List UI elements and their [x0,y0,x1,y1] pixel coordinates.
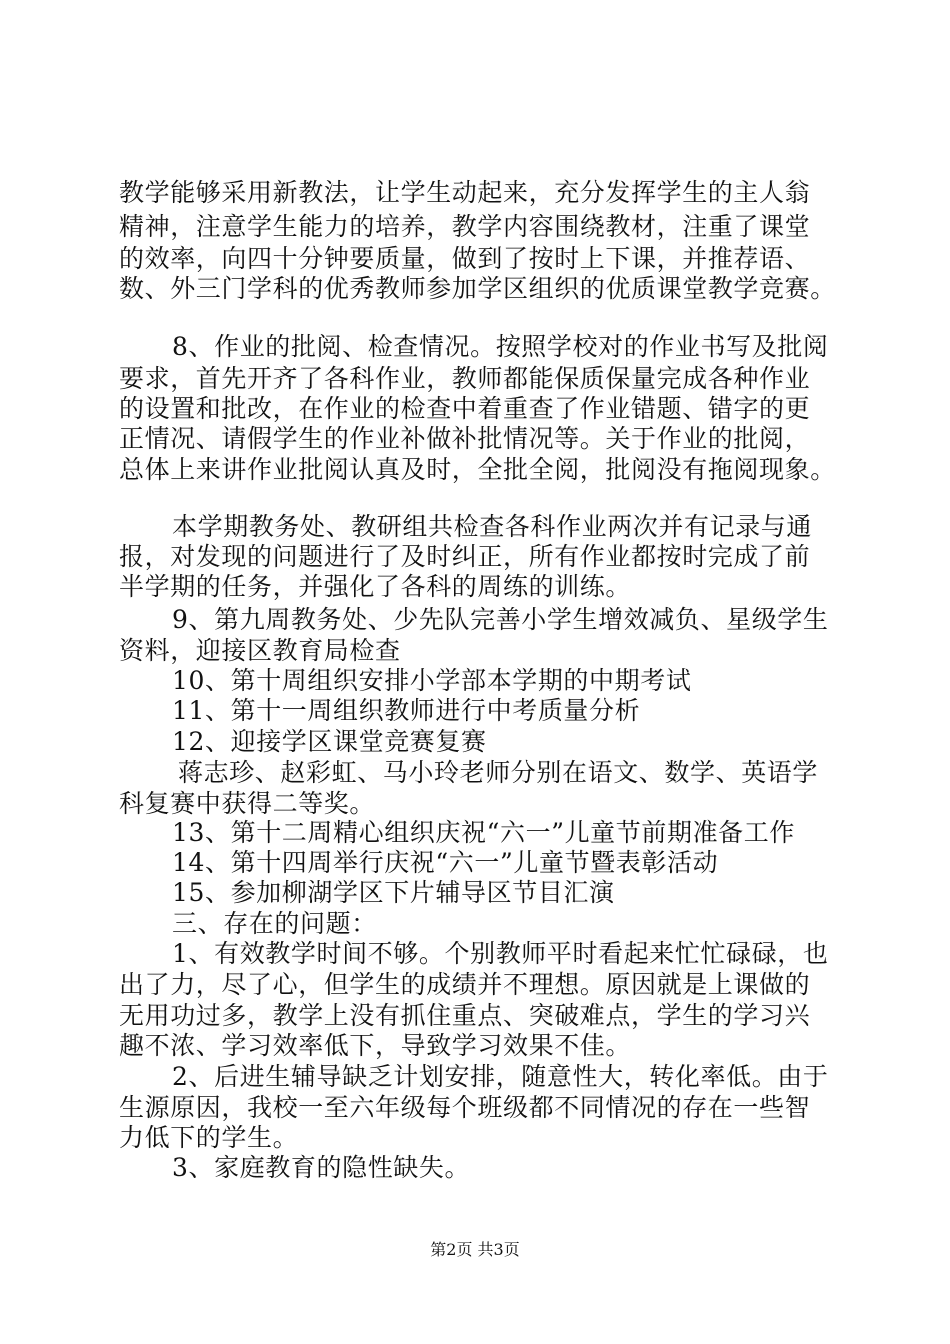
text-line: 15、参加柳湖学区下片辅导区节目汇演 [172,878,615,907]
text-line: 半学期的任务，并强化了各科的周练的训练。 [119,572,632,601]
text-line: 教学能够采用新教法，让学生动起来，充分发挥学生的主人翁 [119,178,811,207]
text-line: 趣不浓、学习效率低下，导致学习效果不佳。 [119,1031,632,1060]
text-line: 的设置和批改，在作业的检查中着重查了作业错题、错字的更 [119,394,811,423]
text-line: 本学期教务处、教研组共检查各科作业两次并有记录与通 [172,512,813,541]
text-line: 8、作业的批阅、检查情况。按照学校对的作业书写及批阅 [172,332,829,361]
text-line: 12、迎接学区课堂竞赛复赛 [172,727,487,756]
text-line: 正情况、请假学生的作业补做补批情况等。关于作业的批阅， [119,424,811,453]
text-line: 总体上来讲作业批阅认真及时，全批全阅，批阅没有拖阅现象。 [119,455,836,484]
text-line: 14、第十四周举行庆祝“六一”儿童节暨表彰活动 [172,848,719,877]
text-line: 三、存在的问题： [172,909,377,938]
text-line: 的效率，向四十分钟要质量，做到了按时上下课，并推荐语、 [119,244,811,273]
text-line: 出了力，尽了心，但学生的成绩并不理想。原因就是上课做的 [119,970,811,999]
text-line: 11、第十一周组织教师进行中考质量分析 [172,696,641,725]
text-line: 2、后进生辅导缺乏计划安排，随意性大，转化率低。由于 [172,1062,829,1091]
text-line: 资料，迎接区教育局检查 [119,636,401,665]
text-line: 科复赛中获得二等奖。 [119,789,376,818]
text-line: 要求，首先开齐了各科作业，教师都能保质保量完成各种作业 [119,364,811,393]
text-line: 数、外三门学科的优秀教师参加学区组织的优质课堂教学竞赛。 [119,274,836,303]
text-line: 3、家庭教育的隐性缺失。 [172,1153,471,1182]
text-line: 精神，注意学生能力的培养，教学内容围绕教材，注重了课堂 [119,212,811,241]
text-line: 9、第九周教务处、少先队完善小学生增效减负、星级学生 [172,605,829,634]
text-line: 13、第十二周精心组织庆祝“六一”儿童节前期准备工作 [172,818,795,847]
text-line: 无用功过多，教学上没有抓住重点、突破难点，学生的学习兴 [119,1001,811,1030]
text-line: 报，对发现的问题进行了及时纠正，所有作业都按时完成了前 [119,542,811,571]
page-number-footer: 第2页 共3页 [430,1240,520,1259]
text-line: 10、第十周组织安排小学部本学期的中期考试 [172,666,692,695]
text-line: 1、有效教学时间不够。个别教师平时看起来忙忙碌碌，也 [172,939,829,968]
text-line: 生源原因，我校一至六年级每个班级都不同情况的存在一些智 [119,1093,811,1122]
text-line: 蒋志珍、赵彩虹、马小玲老师分别在语文、数学、英语学 [178,758,819,787]
text-line: 力低下的学生。 [119,1123,299,1152]
